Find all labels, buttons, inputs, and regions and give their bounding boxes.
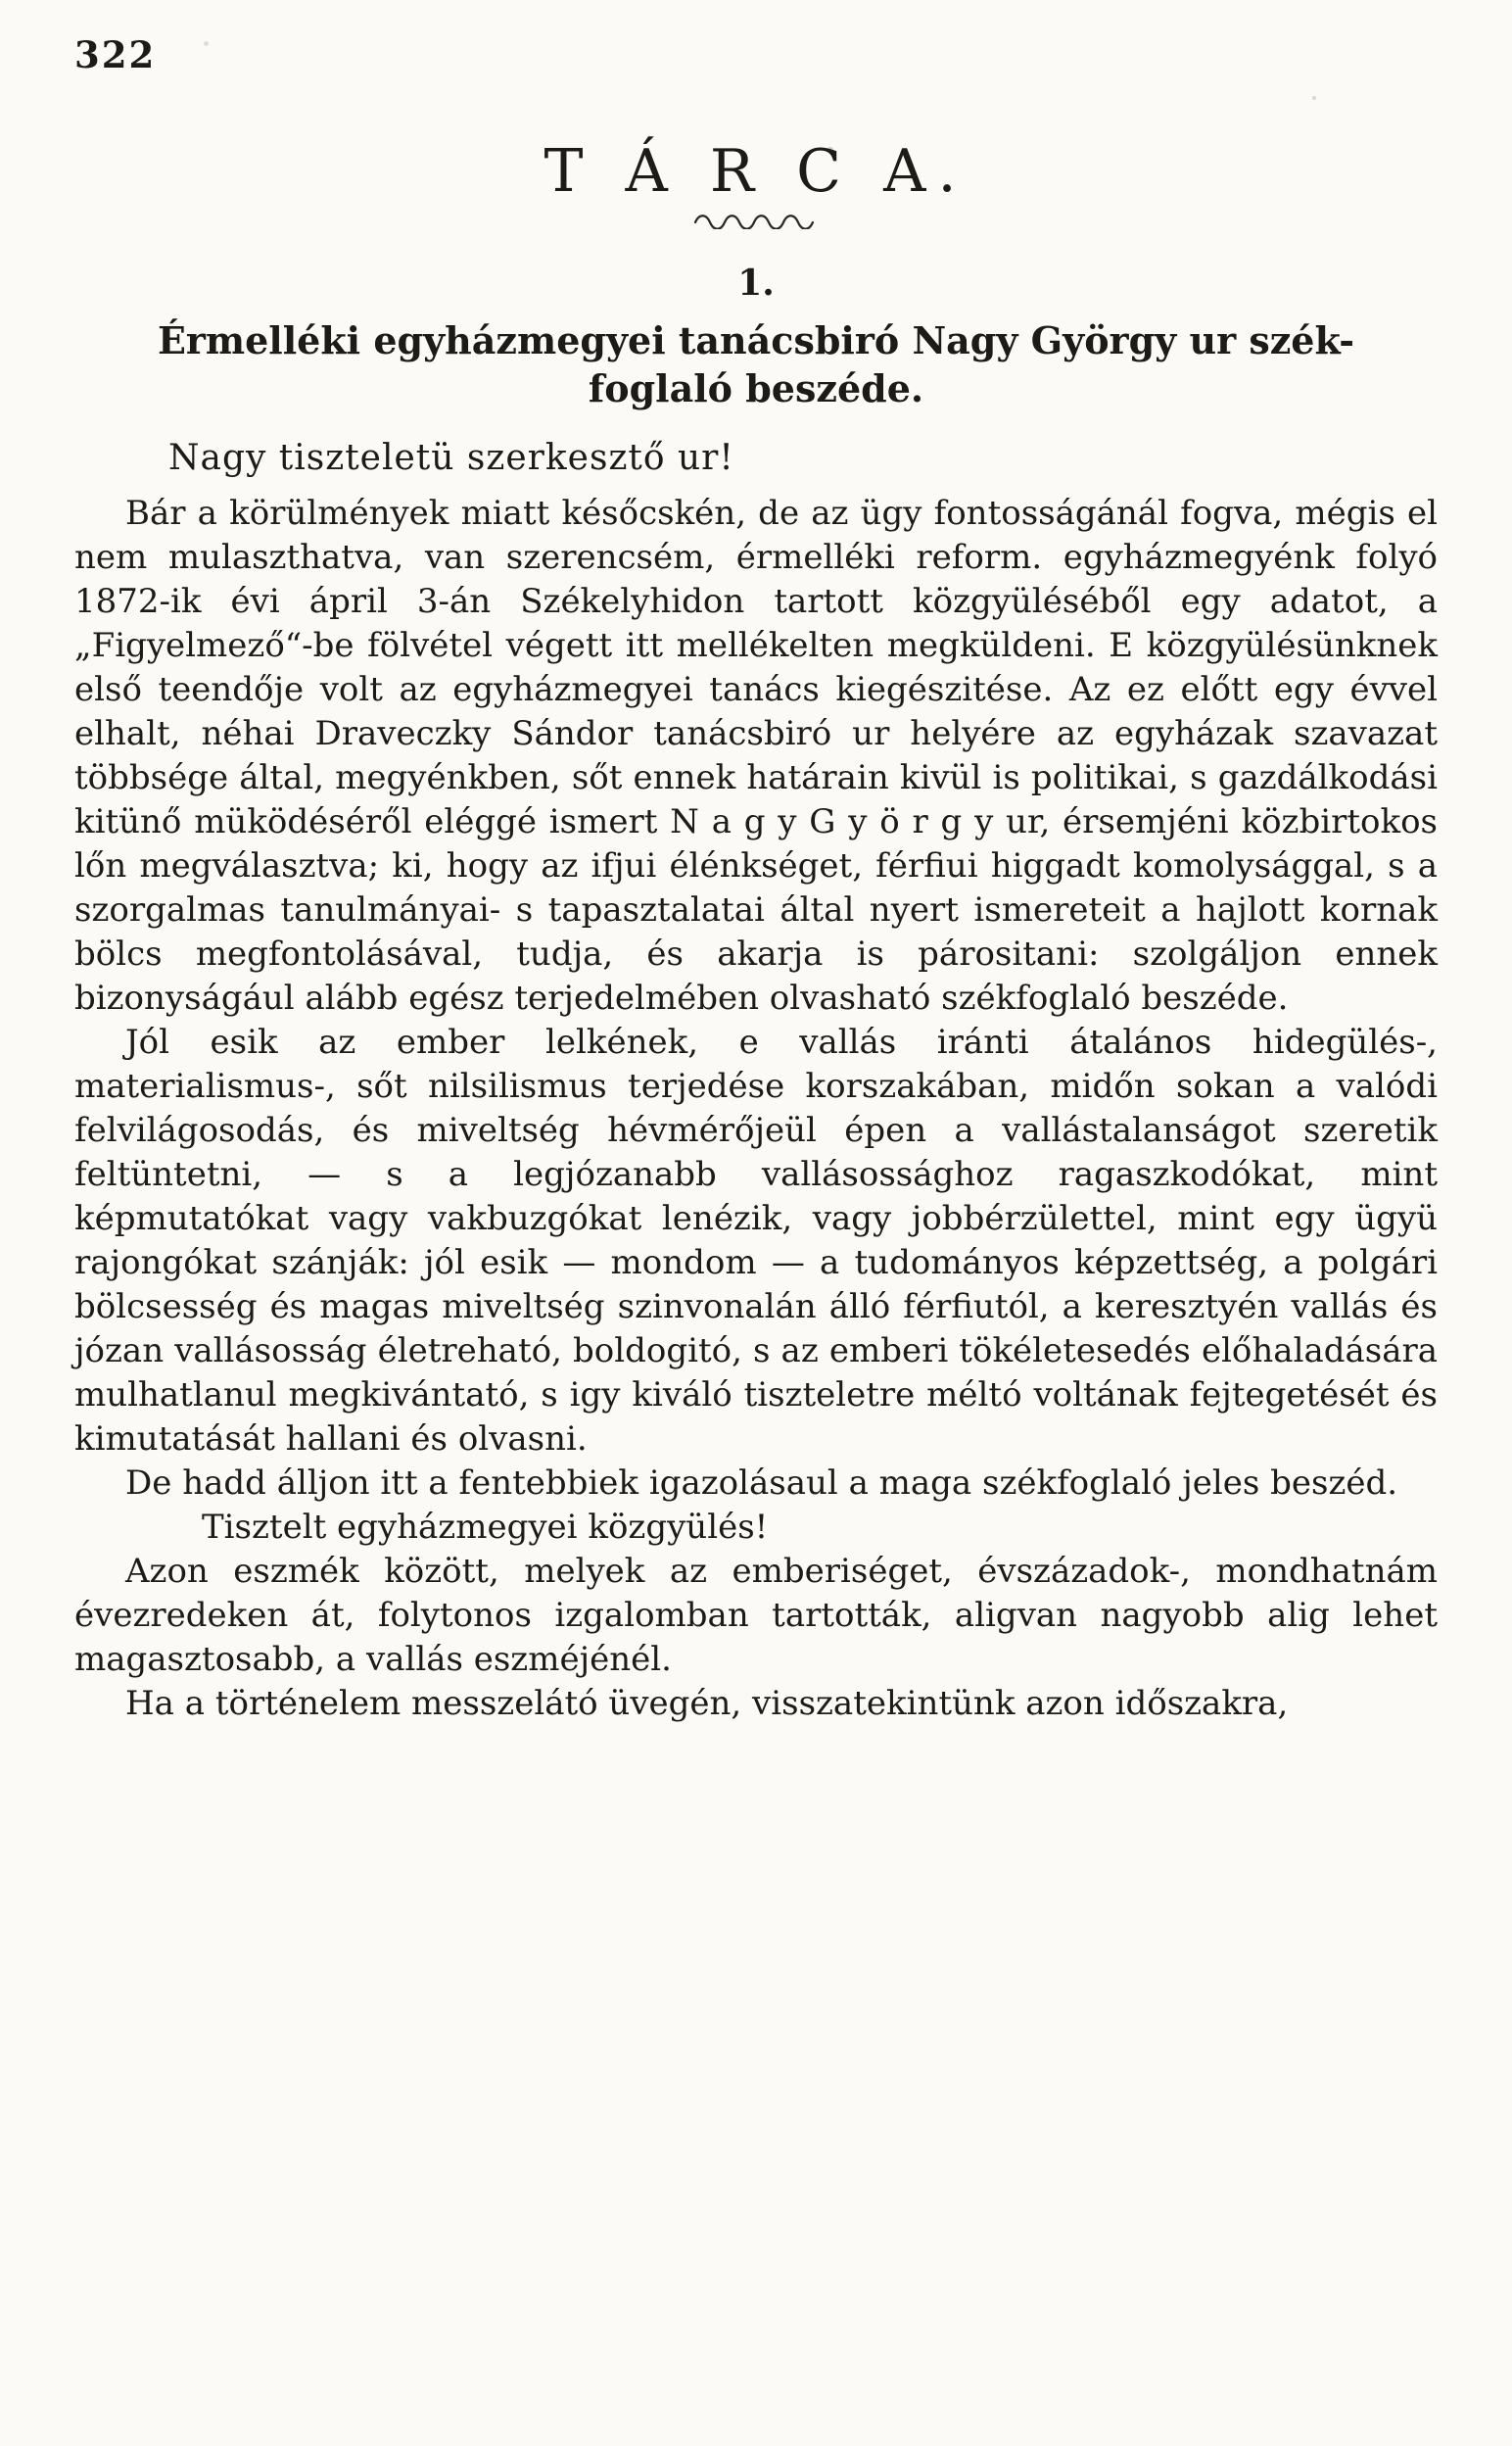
scan-speck	[1312, 96, 1316, 100]
headline-line-1: Érmelléki egyházmegyei tanácsbiró Nagy György ur szék-	[157, 318, 1355, 362]
headline-line-2: foglaló beszéde.	[588, 365, 924, 410]
flourish-squiggle-icon	[74, 214, 1438, 229]
paragraph: Azon eszmék között, melyek az emberiséget, évszázadok-, mondhatnám évezredeken át, folytonos izgalomban tartották, aligvan nagyobb alig lehet magasztosabb, a vallás eszméjénél.	[74, 1552, 1438, 1680]
article-number: 1.	[737, 263, 775, 304]
paragraph: Bár a körülmények miatt későcskén, de az ügy fontosságánál fogva, mégis el nem mulaszthatva, van szerencsém, érmelléki reform. egyházmegyénk folyó 1872-ik évi ápril 3-án Székelyhidon tartott közgyüléséből egy adatot, a „Figyelmező“-be fölvétel végett itt mellékelten megküldeni. E közgyülésünknek első teendője volt az egyházmegyei tanács kiegészitése. Az ez előtt egy évvel elhalt, néhai Draveczky Sándor tanácsbiró ur helyére az egyházak szavazat többsége által, megyénkben, sőt ennek határain kivül is politikai, s gazdálkodási kitünő müködéséről eléggé ismert N a g y G y ö r g y ur, érsemjéni közbirtokos lőn megválasztva; ki, hogy az ifjui élénkséget, férfiui higgadt komolysággal, s a szorgalmas tanulmányai- s tapasztalatai által nyert ismereteit a hajlott kornak bölcs megfontolásával, tudja, és akarja is párositani: szolgáljon ennek bizonyságául alább egész terjedelmében olvasható székfoglaló beszéde.	[74, 494, 1438, 1019]
paragraph: Ha a történelem messzelátó üvegén, visszatekintünk azon időszakra,	[125, 1684, 1289, 1724]
paragraph: De hadd álljon itt a fentebbiek igazolásaul a maga székfoglaló jeles beszéd.	[125, 1463, 1398, 1504]
masthead	[74, 137, 1438, 304]
body-paragraphs	[74, 492, 1438, 1726]
paragraph: Tisztelt egyházmegyei közgyülés!	[202, 1508, 769, 1548]
article-headline	[74, 317, 1438, 412]
scan-speck	[827, 147, 833, 153]
section-title: T Á R C A.	[543, 137, 969, 206]
letter-salutation: Nagy tiszteletü szerkesztő ur!	[168, 438, 734, 479]
scan-speck	[204, 41, 209, 46]
paragraph: Jól esik az ember lelkének, e vallás iránti átalános hidegülés-, materialismus-, sőt nilsilismus terjedése korszakában, midőn sokan a valódi felvilágosodás, és miveltség hévmérőjeül épen a vallástalanságot szeretik feltüntetni, — s a legjózanabb vallásossághoz ragaszkodókat, mint képmutatókat vagy vakbuzgókat lenézik, vagy jobbérzülettel, mint egy ügyü rajongókat szánják: jól esik — mondom — a tudományos képzettség, a polgári bölcsesség és magas miveltség szinvonalán álló férfiutól, a keresztyén vallás és józan vallásosság életreható, boldogitó, s az emberi tökéletesedés előhaladására mulhatlanul megkivántató, s igy kiváló tiszteletre méltó voltának fejtegetését és kimutatását hallani és olvasni.	[74, 1023, 1438, 1460]
page-number: 322	[74, 33, 157, 76]
